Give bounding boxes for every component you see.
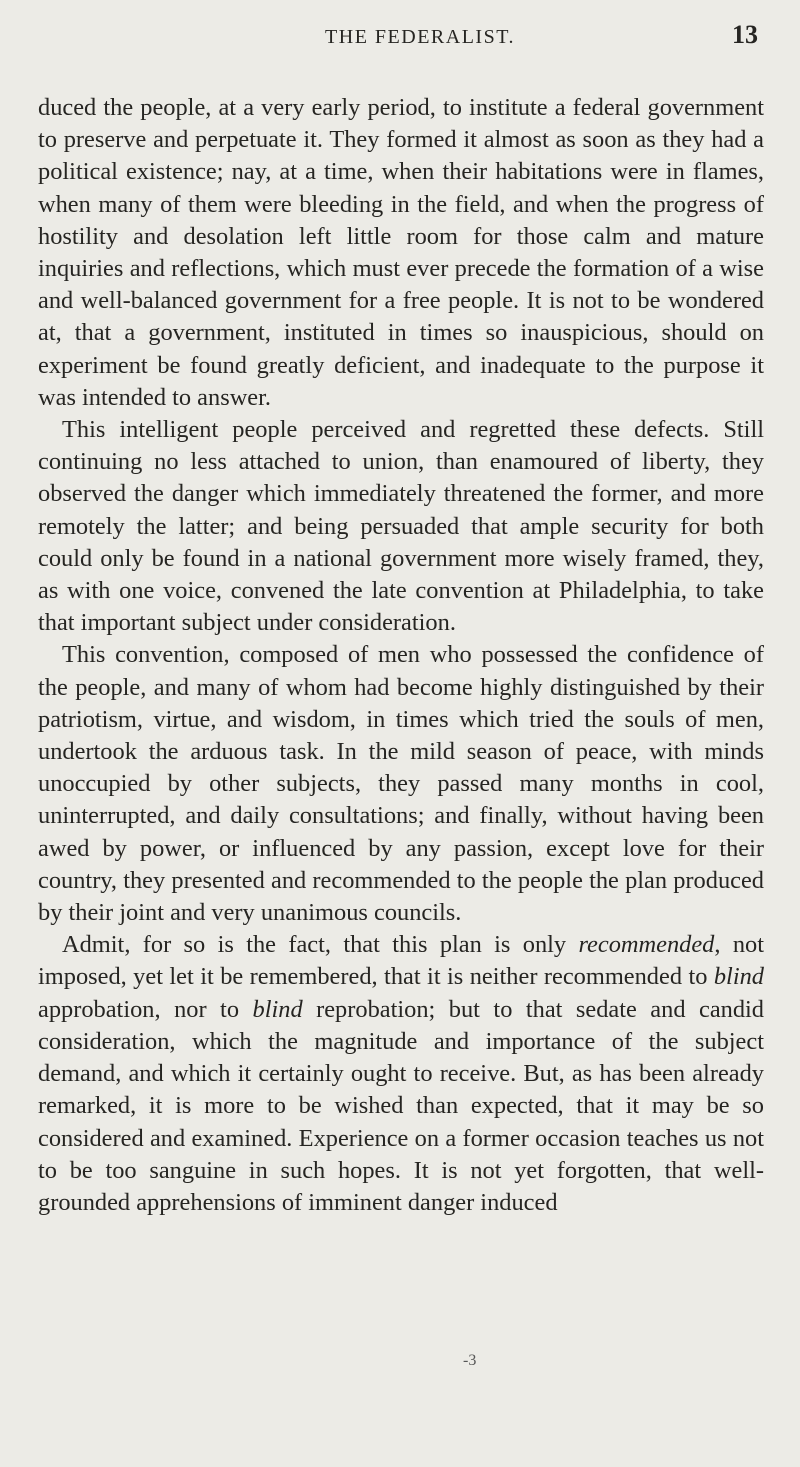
italic-text: blind (252, 995, 303, 1023)
text-run: reprobation; but to that sedate and candid consideration, which the magnitude and importance of the subject demand, and which it certainly ought to receive. But, as has been already remarked, it is more to be wished than expected, that it may be so considered and examined. Experience on a former occasion teaches us not to be too sanguine in such hopes. It is not yet forgotten, that well-grounded apprehensions of imminent danger induced (38, 995, 765, 1216)
text-run: , not imposed, yet let it be remembered, that it is neither recommended to (38, 931, 764, 991)
text-run: approbation, nor to (38, 995, 253, 1023)
page-number: 13 (732, 20, 758, 49)
paragraph (38, 929, 764, 1219)
running-head (38, 0, 764, 70)
text-run: This convention, composed of men who possessed the confidence of the people, and many of whom had become highly distinguished by their patriotism, virtue, and wisdom, in times which tried the souls of men, undertook the arduous task. In the mild season of peace, with minds unoccupied by other subjects, they passed many months in cool, uninterrupted, and daily consultations; and finally, without having been awed by power, or influenced by any passion, except love for their country, they presented and recommended to the people the plan produced by their joint and very unanimous councils. (38, 641, 764, 927)
running-title: THE FEDERALIST. (325, 26, 515, 48)
italic-text: blind (713, 963, 764, 991)
text-run: This intelligent people perceived and regretted these defects. Still continuing no less attached to union, than enamoured of liberty, they observed the danger which immediately threatened the former, and more remotely the latter; and being persuaded that ample security for both could only be found in a national government more wisely framed, they, as with one voice, convened the late convention at Philadelphia, to take that important subject under consideration. (38, 416, 764, 637)
text-run: Admit, for so is the fact, that this plan is only (62, 931, 579, 959)
footer-mark: -3 (463, 1352, 477, 1369)
italic-text: recommended (578, 931, 715, 959)
paragraph (38, 639, 764, 929)
text-run: duced the people, at a very early period, to institute a federal government to preserve and perpetuate it. They formed it almost as soon as they had a political existence; nay, at a time, when their habitations were in flames, when many of them were bleeding in the field, and when the progress of hostility and desolation left little room for those calm and mature inquiries and reflections, which must ever precede the formation of a wise and well-balanced government for a free people. It is not to be wondered at, that a government, instituted in times so inauspicious, should on experiment be found greatly deficient, and inadequate to the purpose it was intended to answer. (38, 94, 764, 411)
paragraph (38, 92, 764, 414)
paragraph (38, 414, 764, 639)
body-text (38, 92, 764, 1219)
